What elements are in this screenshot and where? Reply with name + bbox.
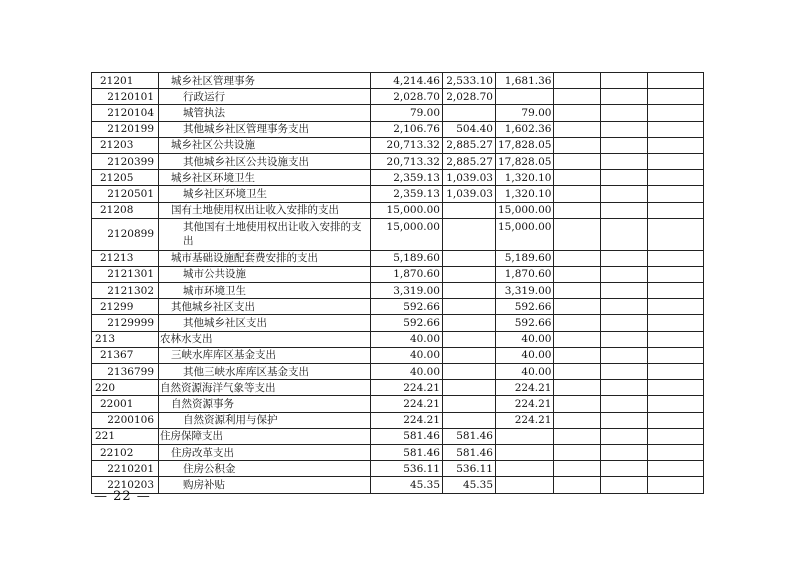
blank-cell (648, 202, 704, 218)
blank-cell (554, 121, 601, 137)
subject-code-cell: 220 (92, 380, 159, 396)
project-expenditure-cell: 1,602.36 (496, 121, 554, 137)
subject-name-cell: 城管执法 (159, 105, 371, 121)
total-amount-cell: 2,359.13 (371, 170, 443, 186)
basic-expenditure-cell: 45.35 (443, 477, 496, 493)
subject-code-cell: 2129999 (92, 315, 159, 331)
subject-name-cell: 农林水支出 (159, 331, 371, 347)
table-row (92, 186, 704, 202)
blank-cell (601, 283, 648, 299)
table-row (92, 218, 704, 250)
project-expenditure-cell (496, 89, 554, 105)
subject-code-cell: 213 (92, 331, 159, 347)
blank-cell (554, 73, 601, 89)
table-row (92, 364, 704, 380)
subject-name-cell: 行政运行 (159, 89, 371, 105)
blank-cell (601, 331, 648, 347)
total-amount-cell: 592.66 (371, 315, 443, 331)
project-expenditure-cell: 5,189.60 (496, 250, 554, 266)
basic-expenditure-cell (443, 299, 496, 315)
table-row (92, 331, 704, 347)
blank-cell (554, 153, 601, 169)
total-amount-cell: 2,106.76 (371, 121, 443, 137)
table-row (92, 202, 704, 218)
blank-cell (648, 444, 704, 460)
table-row (92, 170, 704, 186)
blank-cell (601, 137, 648, 153)
budget-table (91, 72, 704, 494)
subject-code-cell: 22102 (92, 444, 159, 460)
subject-name-cell: 城乡社区环境卫生 (159, 170, 371, 186)
table-row (92, 137, 704, 153)
total-amount-cell: 224.21 (371, 396, 443, 412)
basic-expenditure-cell: 581.46 (443, 428, 496, 444)
total-amount-cell: 15,000.00 (371, 218, 443, 250)
page-number: — 22 — (94, 489, 151, 504)
subject-code-cell: 2210203 (92, 477, 159, 493)
blank-cell (648, 137, 704, 153)
blank-cell (648, 121, 704, 137)
project-expenditure-cell: 79.00 (496, 105, 554, 121)
blank-cell (554, 444, 601, 460)
subject-code-cell: 21299 (92, 299, 159, 315)
subject-name-cell: 购房补贴 (159, 477, 371, 493)
basic-expenditure-cell: 2,885.27 (443, 137, 496, 153)
blank-cell (601, 444, 648, 460)
blank-cell (601, 299, 648, 315)
project-expenditure-cell: 15,000.00 (496, 202, 554, 218)
blank-cell (554, 347, 601, 363)
blank-cell (648, 477, 704, 493)
blank-cell (648, 331, 704, 347)
subject-name-cell: 自然资源海洋气象等支出 (159, 380, 371, 396)
subject-name-cell: 住房改革支出 (159, 444, 371, 460)
blank-cell (648, 153, 704, 169)
blank-cell (554, 250, 601, 266)
basic-expenditure-cell (443, 266, 496, 282)
subject-name-cell: 其他城乡社区管理事务支出 (159, 121, 371, 137)
total-amount-cell: 1,870.60 (371, 266, 443, 282)
blank-cell (554, 105, 601, 121)
project-expenditure-cell: 1,681.36 (496, 73, 554, 89)
blank-cell (601, 428, 648, 444)
blank-cell (554, 202, 601, 218)
project-expenditure-cell (496, 461, 554, 477)
blank-cell (648, 283, 704, 299)
blank-cell (648, 396, 704, 412)
subject-name-cell: 城乡社区管理事务 (159, 73, 371, 89)
subject-code-cell: 221 (92, 428, 159, 444)
blank-cell (554, 331, 601, 347)
basic-expenditure-cell: 581.46 (443, 444, 496, 460)
basic-expenditure-cell (443, 250, 496, 266)
subject-name-cell: 自然资源事务 (159, 396, 371, 412)
blank-cell (601, 412, 648, 428)
project-expenditure-cell (496, 477, 554, 493)
blank-cell (601, 477, 648, 493)
blank-cell (601, 347, 648, 363)
total-amount-cell: 5,189.60 (371, 250, 443, 266)
blank-cell (601, 89, 648, 105)
table-row (92, 266, 704, 282)
blank-cell (601, 218, 648, 250)
blank-cell (554, 380, 601, 396)
basic-expenditure-cell (443, 364, 496, 380)
table-row (92, 315, 704, 331)
project-expenditure-cell: 592.66 (496, 299, 554, 315)
blank-cell (648, 347, 704, 363)
project-expenditure-cell: 224.21 (496, 396, 554, 412)
table-row (92, 299, 704, 315)
subject-name-cell: 三峡水库库区基金支出 (159, 347, 371, 363)
basic-expenditure-cell (443, 380, 496, 396)
project-expenditure-cell: 17,828.05 (496, 153, 554, 169)
subject-name-cell: 其他城乡社区公共设施支出 (159, 153, 371, 169)
project-expenditure-cell: 40.00 (496, 331, 554, 347)
blank-cell (601, 266, 648, 282)
subject-name-cell: 其他城乡社区支出 (159, 299, 371, 315)
table-row (92, 121, 704, 137)
basic-expenditure-cell: 1,039.03 (443, 170, 496, 186)
total-amount-cell: 4,214.46 (371, 73, 443, 89)
blank-cell (601, 202, 648, 218)
basic-expenditure-cell (443, 396, 496, 412)
blank-cell (554, 315, 601, 331)
subject-name-cell: 住房公积金 (159, 461, 371, 477)
subject-code-cell: 2120501 (92, 186, 159, 202)
blank-cell (554, 186, 601, 202)
table-row (92, 396, 704, 412)
blank-cell (648, 105, 704, 121)
table-row (92, 444, 704, 460)
total-amount-cell: 581.46 (371, 428, 443, 444)
table-row (92, 283, 704, 299)
table-row (92, 428, 704, 444)
total-amount-cell: 592.66 (371, 299, 443, 315)
basic-expenditure-cell: 2,533.10 (443, 73, 496, 89)
blank-cell (648, 73, 704, 89)
table-row (92, 477, 704, 493)
total-amount-cell: 20,713.32 (371, 137, 443, 153)
blank-cell (554, 170, 601, 186)
total-amount-cell: 45.35 (371, 477, 443, 493)
blank-cell (601, 105, 648, 121)
subject-code-cell: 21203 (92, 137, 159, 153)
basic-expenditure-cell: 536.11 (443, 461, 496, 477)
subject-name-cell: 其他三峡水库库区基金支出 (159, 364, 371, 380)
blank-cell (601, 186, 648, 202)
blank-cell (554, 396, 601, 412)
blank-cell (554, 461, 601, 477)
subject-code-cell: 2120101 (92, 89, 159, 105)
blank-cell (648, 186, 704, 202)
total-amount-cell: 40.00 (371, 347, 443, 363)
subject-code-cell: 21367 (92, 347, 159, 363)
table-row (92, 412, 704, 428)
blank-cell (554, 218, 601, 250)
total-amount-cell: 40.00 (371, 364, 443, 380)
blank-cell (601, 170, 648, 186)
project-expenditure-cell: 15,000.00 (496, 218, 554, 250)
blank-cell (648, 266, 704, 282)
basic-expenditure-cell (443, 315, 496, 331)
table-row (92, 250, 704, 266)
basic-expenditure-cell: 504.40 (443, 121, 496, 137)
table-row (92, 461, 704, 477)
total-amount-cell: 3,319.00 (371, 283, 443, 299)
subject-name-cell: 城市公共设施 (159, 266, 371, 282)
table-row (92, 89, 704, 105)
blank-cell (648, 380, 704, 396)
subject-name-cell: 其他城乡社区支出 (159, 315, 371, 331)
subject-code-cell: 2120104 (92, 105, 159, 121)
blank-cell (601, 364, 648, 380)
total-amount-cell: 20,713.32 (371, 153, 443, 169)
blank-cell (554, 412, 601, 428)
blank-cell (601, 73, 648, 89)
blank-cell (648, 250, 704, 266)
total-amount-cell: 224.21 (371, 412, 443, 428)
blank-cell (554, 364, 601, 380)
total-amount-cell: 40.00 (371, 331, 443, 347)
blank-cell (554, 299, 601, 315)
project-expenditure-cell: 40.00 (496, 347, 554, 363)
project-expenditure-cell: 1,870.60 (496, 266, 554, 282)
total-amount-cell: 15,000.00 (371, 202, 443, 218)
subject-code-cell: 21213 (92, 250, 159, 266)
total-amount-cell: 2,359.13 (371, 186, 443, 202)
subject-code-cell: 2120399 (92, 153, 159, 169)
blank-cell (648, 315, 704, 331)
subject-name-cell: 国有土地使用权出让收入安排的支出 (159, 202, 371, 218)
table-row (92, 380, 704, 396)
blank-cell (648, 218, 704, 250)
basic-expenditure-cell: 2,885.27 (443, 153, 496, 169)
subject-code-cell: 21208 (92, 202, 159, 218)
blank-cell (554, 137, 601, 153)
basic-expenditure-cell: 2,028.70 (443, 89, 496, 105)
blank-cell (601, 396, 648, 412)
subject-code-cell: 2120199 (92, 121, 159, 137)
blank-cell (648, 89, 704, 105)
blank-cell (648, 428, 704, 444)
total-amount-cell: 224.21 (371, 380, 443, 396)
blank-cell (601, 380, 648, 396)
blank-cell (601, 250, 648, 266)
project-expenditure-cell: 224.21 (496, 412, 554, 428)
project-expenditure-cell: 17,828.05 (496, 137, 554, 153)
project-expenditure-cell: 40.00 (496, 364, 554, 380)
total-amount-cell: 2,028.70 (371, 89, 443, 105)
table-row (92, 105, 704, 121)
subject-code-cell: 2120899 (92, 218, 159, 250)
blank-cell (554, 477, 601, 493)
subject-code-cell: 2136799 (92, 364, 159, 380)
subject-name-cell: 城乡社区公共设施 (159, 137, 371, 153)
project-expenditure-cell: 1,320.10 (496, 186, 554, 202)
blank-cell (648, 170, 704, 186)
total-amount-cell: 536.11 (371, 461, 443, 477)
project-expenditure-cell (496, 444, 554, 460)
blank-cell (554, 283, 601, 299)
basic-expenditure-cell (443, 202, 496, 218)
blank-cell (648, 412, 704, 428)
blank-cell (554, 428, 601, 444)
blank-cell (554, 266, 601, 282)
blank-cell (601, 461, 648, 477)
subject-name-cell: 自然资源利用与保护 (159, 412, 371, 428)
subject-code-cell: 22001 (92, 396, 159, 412)
project-expenditure-cell: 1,320.10 (496, 170, 554, 186)
subject-name-cell: 城市环境卫生 (159, 283, 371, 299)
blank-cell (601, 121, 648, 137)
basic-expenditure-cell (443, 218, 496, 250)
table-row (92, 347, 704, 363)
total-amount-cell: 581.46 (371, 444, 443, 460)
basic-expenditure-cell (443, 331, 496, 347)
subject-name-cell: 住房保障支出 (159, 428, 371, 444)
blank-cell (601, 315, 648, 331)
project-expenditure-cell: 592.66 (496, 315, 554, 331)
blank-cell (648, 299, 704, 315)
total-amount-cell: 79.00 (371, 105, 443, 121)
blank-cell (601, 153, 648, 169)
project-expenditure-cell: 224.21 (496, 380, 554, 396)
table-row (92, 153, 704, 169)
subject-name-cell: 城市基础设施配套费安排的支出 (159, 250, 371, 266)
basic-expenditure-cell: 1,039.03 (443, 186, 496, 202)
subject-code-cell: 2121301 (92, 266, 159, 282)
basic-expenditure-cell (443, 283, 496, 299)
blank-cell (648, 461, 704, 477)
subject-code-cell: 2200106 (92, 412, 159, 428)
subject-name-cell: 其他国有土地使用权出让收入安排的支出 (159, 218, 371, 250)
subject-code-cell: 2121302 (92, 283, 159, 299)
subject-code-cell: 21205 (92, 170, 159, 186)
subject-name-cell: 城乡社区环境卫生 (159, 186, 371, 202)
subject-code-cell: 21201 (92, 73, 159, 89)
basic-expenditure-cell (443, 347, 496, 363)
basic-expenditure-cell (443, 412, 496, 428)
table-row (92, 73, 704, 89)
blank-cell (554, 89, 601, 105)
blank-cell (648, 364, 704, 380)
basic-expenditure-cell (443, 105, 496, 121)
subject-code-cell: 2210201 (92, 461, 159, 477)
project-expenditure-cell (496, 428, 554, 444)
project-expenditure-cell: 3,319.00 (496, 283, 554, 299)
